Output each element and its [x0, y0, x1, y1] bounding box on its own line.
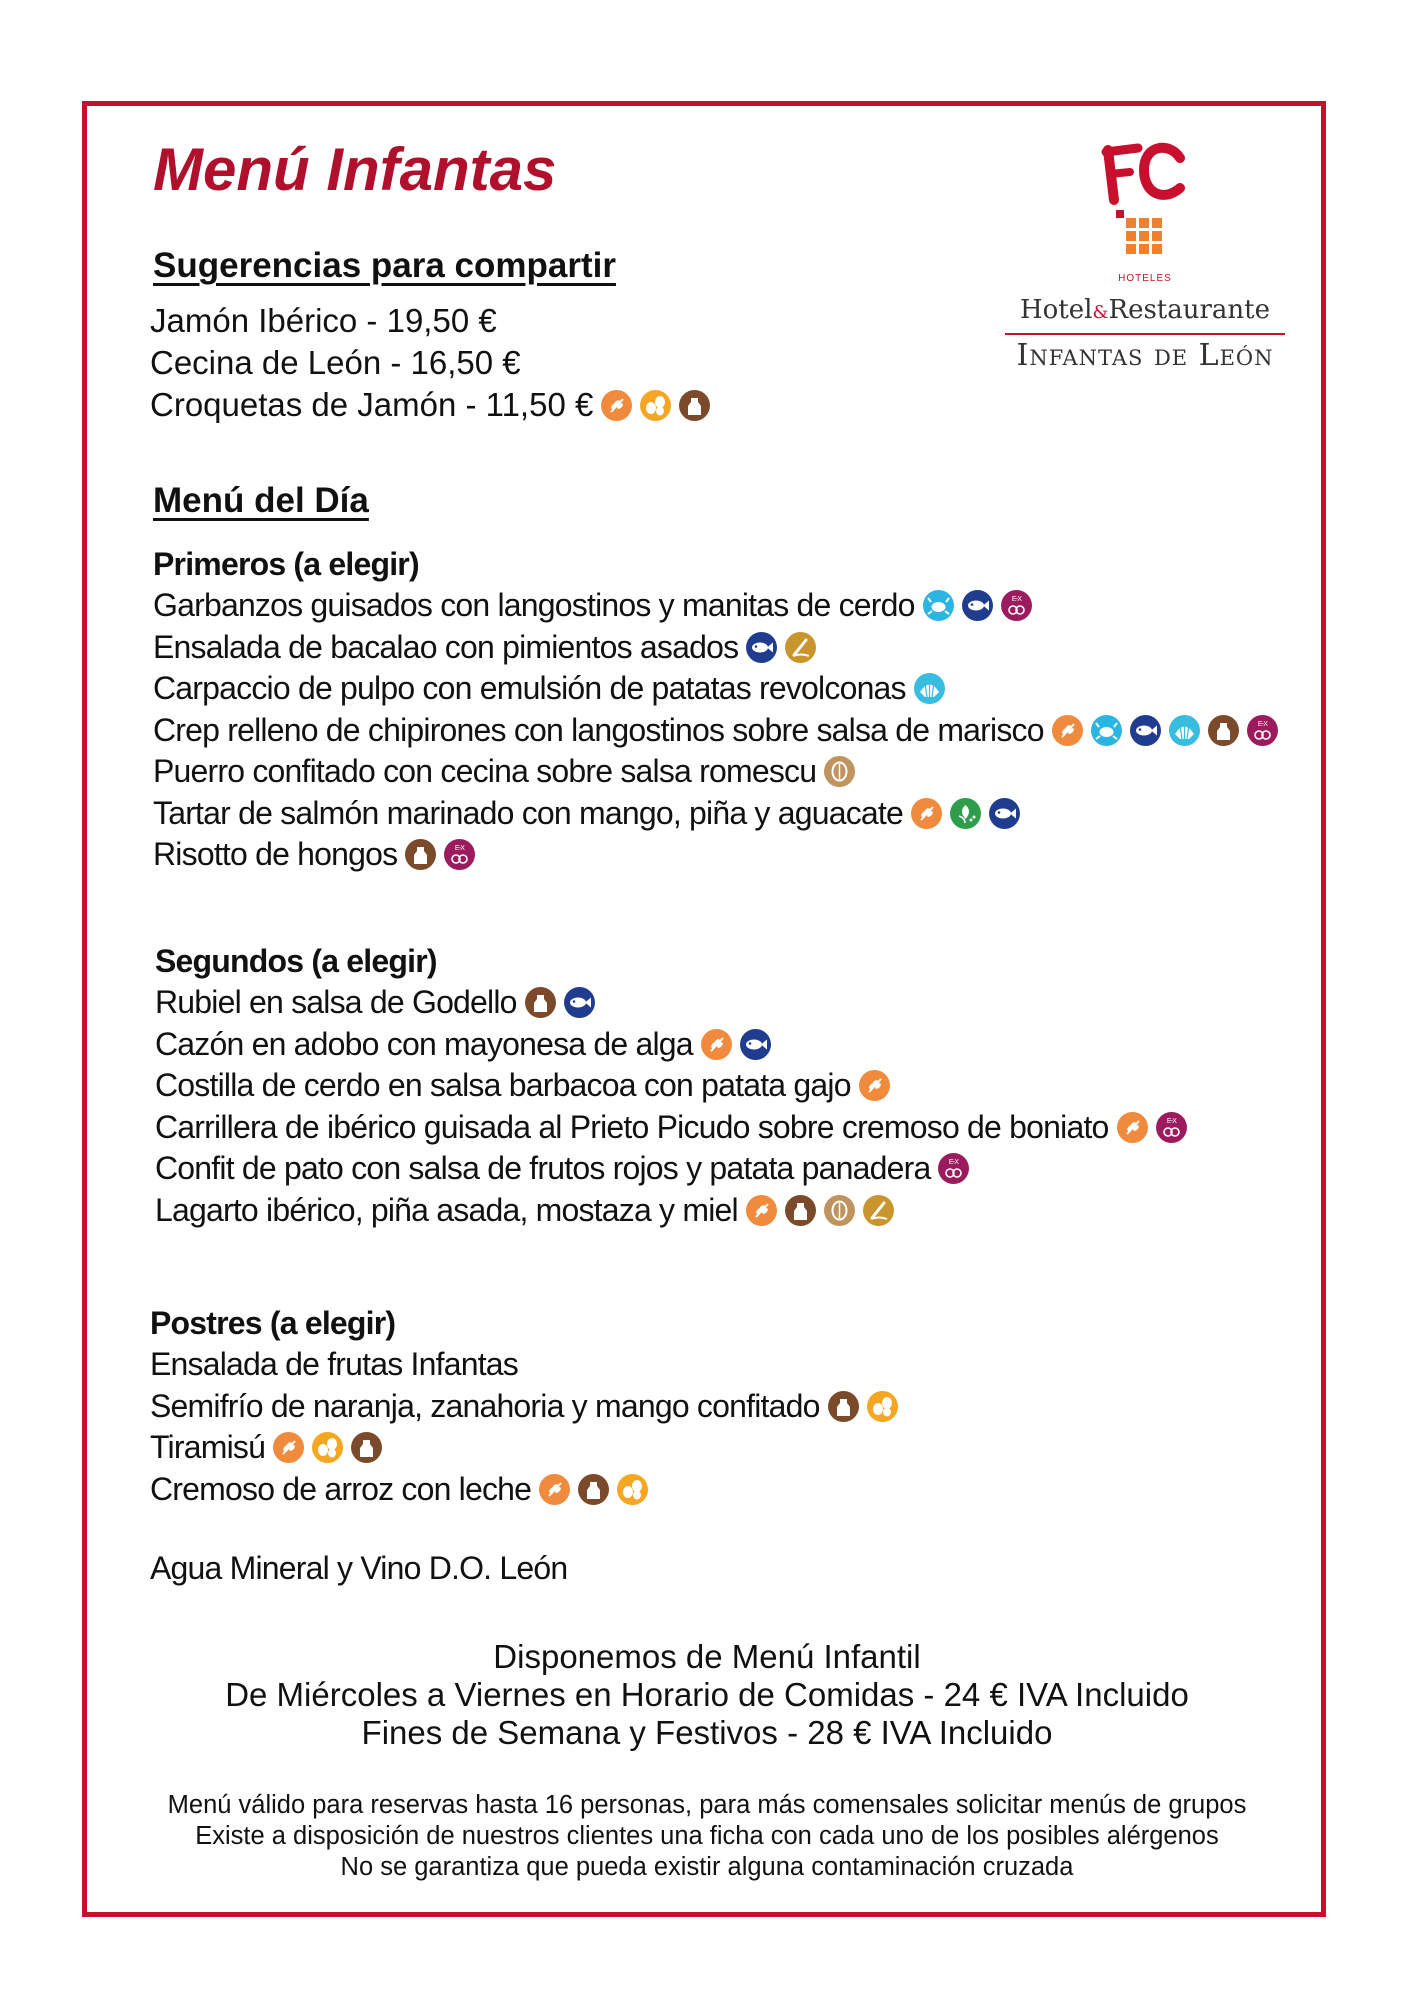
allergen-mustard-icon	[785, 632, 816, 663]
dish-item-text: Semifrío de naranja, zanahoria y mango confitado	[150, 1387, 820, 1424]
course-segundos	[155, 940, 1187, 1231]
allergen-fish-icon	[962, 590, 993, 621]
course-postres	[150, 1302, 898, 1510]
allergen-sulphite-icon	[938, 1153, 969, 1184]
allergen-milk-icon	[525, 987, 556, 1018]
share-item	[150, 342, 710, 384]
allergen-fish-icon	[746, 632, 777, 663]
menu-title: Menú Infantas	[153, 136, 557, 203]
course-primeros	[153, 543, 1278, 876]
allergen-sulphite-icon	[1156, 1112, 1187, 1143]
allergen-mustard-icon	[863, 1195, 894, 1226]
allergen-gluten-icon	[273, 1432, 304, 1463]
dish-item-text: Puerro confitado con cecina sobre salsa romescu	[153, 753, 817, 790]
allergen-milk-icon	[1208, 715, 1239, 746]
dish-item-text: Tiramisú	[150, 1429, 266, 1466]
dish-item	[153, 585, 1278, 627]
share-item	[150, 300, 710, 342]
dish-item-text: Risotto de hongos	[153, 836, 398, 873]
allergen-egg-icon	[867, 1391, 898, 1422]
course-title: Segundos (a elegir)	[155, 943, 437, 979]
share-heading: Sugerencias para compartir	[153, 246, 616, 285]
allergen-gluten-icon	[746, 1195, 777, 1226]
dish-item-text: Costilla de cerdo en salsa barbacoa con patata gajo	[155, 1067, 851, 1104]
dish-item	[155, 1024, 1187, 1066]
allergen-milk-icon	[578, 1474, 609, 1505]
allergen-mollusc-icon	[914, 673, 945, 704]
fine-line-3: No se garantiza que pueda existir alguna contaminación cruzada	[340, 1853, 1074, 1881]
allergen-milk-icon	[785, 1195, 816, 1226]
info-line-3: Fines de Semana y Festivos - 28 € IVA Incluido	[361, 1714, 1053, 1751]
fc-hoteles-logo-icon	[1100, 140, 1190, 290]
allergen-sesame-icon	[950, 798, 981, 829]
dish-item	[155, 1065, 1187, 1107]
course-title: Primeros (a elegir)	[153, 546, 419, 582]
svg-text:E-X: E-X	[1257, 720, 1267, 728]
dish-item	[150, 1427, 898, 1469]
allergen-gluten-icon	[539, 1474, 570, 1505]
dish-item-text: Confit de pato con salsa de frutos rojos y patata panadera	[155, 1150, 931, 1187]
allergen-fish-icon	[564, 987, 595, 1018]
allergen-sulphite-icon	[1001, 590, 1032, 621]
svg-text:E-X: E-X	[455, 845, 465, 853]
dish-item	[153, 751, 1278, 793]
dish-item	[153, 710, 1278, 752]
dish-item-text: Tartar de salmón marinado con mango, piña y aguacate	[153, 794, 903, 831]
allergen-egg-icon	[640, 390, 671, 421]
logo-divider	[1005, 333, 1285, 335]
drinks-line: Agua Mineral y Vino D.O. León	[150, 1550, 568, 1586]
allergen-milk-icon	[828, 1391, 859, 1422]
hotel-logo	[990, 140, 1300, 380]
dish-item	[150, 1469, 898, 1511]
allergen-fish-icon	[1130, 715, 1161, 746]
allergen-milk-icon	[405, 839, 436, 870]
allergen-milk-icon	[351, 1432, 382, 1463]
allergen-sulphite-icon	[444, 839, 475, 870]
dish-item	[155, 1107, 1187, 1149]
allergen-fish-icon	[989, 798, 1020, 829]
info-line-2: De Miércoles a Viernes en Horario de Comidas - 24 € IVA Incluido	[225, 1676, 1189, 1713]
info-line-1: Disponemos de Menú Infantil	[493, 1638, 921, 1675]
allergen-nuts-icon	[824, 756, 855, 787]
dish-item-text: Crep relleno de chipirones con langostinos sobre salsa de marisco	[153, 711, 1044, 748]
logo-sub: HOTELES	[1118, 273, 1172, 284]
fine-line-2: Existe a disposición de nuestros clientes una ficha con cada uno de los posibles alérgenos	[195, 1822, 1219, 1850]
share-item	[150, 384, 710, 426]
daily-heading: Menú del Día	[153, 481, 369, 520]
dish-item	[155, 1190, 1187, 1232]
fine-print	[105, 1790, 1309, 1883]
allergen-gluten-icon	[1117, 1112, 1148, 1143]
allergen-gluten-icon	[1052, 715, 1083, 746]
allergen-egg-icon	[312, 1432, 343, 1463]
allergen-egg-icon	[617, 1474, 648, 1505]
allergen-gluten-icon	[701, 1029, 732, 1060]
allergen-gluten-icon	[911, 798, 942, 829]
fine-line-1: Menú válido para reservas hasta 16 personas, para más comensales solicitar menús de grupos	[167, 1791, 1247, 1819]
dish-item-text: Carpaccio de pulpo con emulsión de patatas revolconas	[153, 670, 906, 707]
share-item-text: Cecina de León - 16,50 €	[150, 344, 521, 381]
course-title: Postres (a elegir)	[150, 1305, 396, 1341]
dish-item-text: Ensalada de bacalao con pimientos asados	[153, 628, 739, 665]
allergen-mollusc-icon	[1169, 715, 1200, 746]
allergen-milk-icon	[679, 390, 710, 421]
dish-item-text: Carrillera de ibérico guisada al Prieto Picudo sobre cremoso de boniato	[155, 1108, 1109, 1145]
share-item-text: Jamón Ibérico - 19,50 €	[150, 302, 497, 339]
allergen-crustacean-icon	[923, 590, 954, 621]
dish-item	[150, 1386, 898, 1428]
allergen-sulphite-icon	[1247, 715, 1278, 746]
allergen-nuts-icon	[824, 1195, 855, 1226]
dish-item-text: Lagarto ibérico, piña asada, mostaza y miel	[155, 1191, 738, 1228]
dish-item-text: Cazón en adobo con mayonesa de alga	[155, 1025, 693, 1062]
allergen-gluten-icon	[601, 390, 632, 421]
allergen-gluten-icon	[859, 1070, 890, 1101]
dish-item	[153, 668, 1278, 710]
dish-item	[155, 982, 1187, 1024]
dish-item-text: Ensalada de frutas Infantas	[150, 1346, 518, 1383]
dish-item	[155, 1148, 1187, 1190]
share-list	[150, 300, 710, 426]
share-item-text: Croquetas de Jamón - 11,50 €	[150, 386, 594, 423]
svg-text:E-X: E-X	[1011, 596, 1021, 604]
logo-line-1: Hotel&Restaurante	[1019, 295, 1271, 325]
dish-item-text: Rubiel en salsa de Godello	[155, 984, 517, 1021]
svg-text:E-X: E-X	[1166, 1117, 1176, 1125]
dish-item	[153, 793, 1278, 835]
allergen-fish-icon	[740, 1029, 771, 1060]
svg-text:E-X: E-X	[949, 1159, 959, 1167]
dish-item-text: Cremoso de arroz con leche	[150, 1470, 532, 1507]
kids-menu-info	[0, 1638, 1414, 1752]
dish-item	[153, 834, 1278, 876]
dish-item-text: Garbanzos guisados con langostinos y manitas de cerdo	[153, 587, 915, 624]
allergen-crustacean-icon	[1091, 715, 1122, 746]
logo-line-2: Infantas de León	[1016, 338, 1274, 373]
dish-item	[150, 1344, 898, 1386]
dish-item	[153, 627, 1278, 669]
